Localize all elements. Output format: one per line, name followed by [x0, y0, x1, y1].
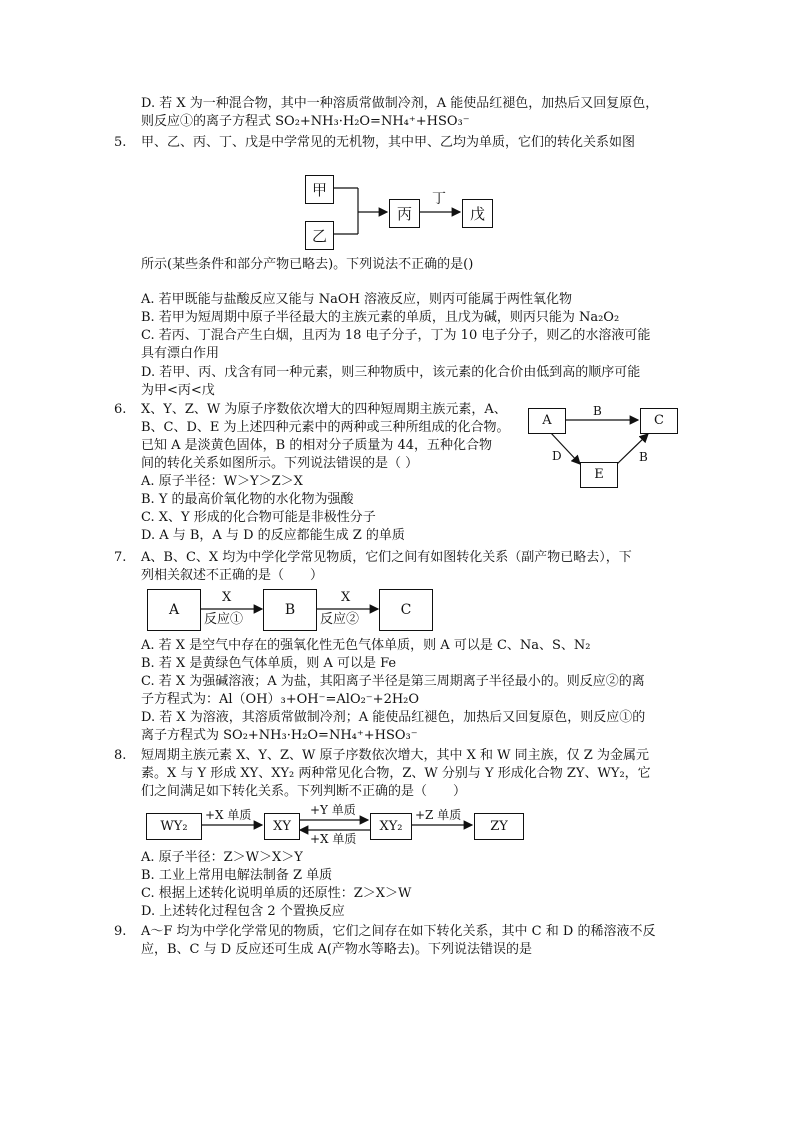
q5-option-a: A. 若甲既能与盐酸反应又能与 NaOH 溶液反应，则丙可能属于两性氧化物 — [141, 292, 573, 307]
q6-label-d: D — [552, 449, 562, 463]
q7-box-b: B — [263, 589, 317, 631]
q6-number: 6. — [114, 402, 127, 417]
q7-option-d-line1: D. 若 X 为溶液，其溶质常做制冷剂；A 能使品红褪色，加热后又回复原色，则反应①的 — [141, 710, 646, 725]
q7-box-a: A — [147, 589, 201, 631]
q5-stem-line2: 所示(某些条件和部分产物已略去)。下列说法不正确的是() — [141, 257, 474, 272]
q8-option-b: B. 工业上常用电解法制备 Z 单质 — [141, 868, 333, 883]
q5-number: 5. — [114, 135, 127, 150]
q7-option-d-line2: 离子方程式为 SO₂+NH₃·H₂O=NH₄⁺+HSO₃⁻ — [141, 728, 418, 743]
q4-option-d-line1: D. 若 X 为一种混合物，其中一种溶质常做制冷剂，A 能使品红褪色，加热后又回复原色， — [141, 96, 659, 111]
q5-option-d-line1: D. 若甲、丙、戊含有同一种元素，则三种物质中，该元素的化合价由低到高的顺序可能 — [141, 365, 641, 380]
q5-arrow-label-ding: 丁 — [432, 191, 446, 207]
q8-stem-line3: 们之间满足如下转化关系。下列判断不正确的是（ ） — [141, 784, 467, 799]
q6-stem-line1: X、Y、Z、W 为原子序数依次增大的四种短周期主族元素，A、 — [141, 402, 507, 417]
q7-label-x2: X — [341, 590, 351, 605]
q5-option-c-line1: C. 若丙、丁混合产生白烟，且丙为 18 电子分子，丁为 10 电子分子，则乙的水溶液可能 — [141, 328, 651, 343]
q7-option-a: A. 若 X 是空气中存在的强氧化性无色气体单质，则 A 可以是 C、Na、S、N₂ — [141, 638, 591, 653]
q8-number: 8. — [114, 748, 127, 763]
q6-option-d: D. A 与 B，A 与 D 的反应都能生成 Z 的单质 — [141, 528, 405, 543]
q8-box-xy2: XY₂ — [370, 813, 412, 840]
q5-stem-line1: 甲、乙、丙、丁、戊是中学常见的无机物，其中甲、乙均为单质，它们的转化关系如图 — [141, 135, 636, 150]
q4-option-d-line2: 则反应①的离子方程式 SO₂+NH₃·H₂O=NH₄⁺+HSO₃⁻ — [141, 114, 470, 129]
q8-box-wy2: WY₂ — [146, 813, 202, 840]
q5-box-bing: 丙 — [389, 199, 420, 228]
q8-label-x-2: +X 单质 — [310, 832, 357, 846]
q5-box-yi: 乙 — [305, 221, 334, 250]
q9-stem-line1: A～F 均为中学化学常见的物质，它们之间存在如下转化关系，其中 C 和 D 的稀溶液不反 — [141, 924, 656, 939]
q8-stem-line2: 素。X 与 Y 形成 XY、XY₂ 两种常见化合物，Z、W 分别与 Y 形成化合物 ZY、WY₂，它 — [141, 766, 651, 781]
q7-option-c-line1: C. 若 X 为强碱溶液；A 为盐，其阳离子半径是第三周期离子半径最小的。则反应②的离 — [141, 674, 645, 689]
q7-label-x1: X — [222, 590, 232, 605]
q8-option-d: D. 上述转化过程包含 2 个置换反应 — [141, 904, 345, 919]
q8-box-zy: ZY — [474, 813, 524, 840]
q8-label-x-1: +X 单质 — [205, 808, 252, 822]
q6-stem-line3: 已知 A 是淡黄色固体，B 的相对分子质量为 44，五种化合物 — [141, 438, 493, 453]
q7-box-c: C — [379, 589, 433, 631]
q8-stem-line1: 短周期主族元素 X、Y、Z、W 原子序数依次增大，其中 X 和 W 同主族，仅 Z 为金属元 — [141, 748, 649, 763]
q6-option-b: B. Y 的最高价氧化物的水化物为强酸 — [141, 492, 354, 507]
q7-label-reaction2: 反应② — [320, 612, 360, 627]
q6-box-e: E — [580, 462, 618, 488]
q7-stem-line1: A、B、C、X 均为中学化学常见物质，它们之间有如图转化关系（副产物已略去），下 — [141, 550, 632, 565]
q5-option-b: B. 若甲为短周期中原子半径最大的主族元素的单质，且戊为碱，则丙只能为 Na₂O₂ — [141, 310, 620, 325]
q6-box-a: A — [528, 408, 566, 434]
q9-number: 9. — [114, 924, 127, 939]
q6-stem-line2: B、C、D、E 为上述四种元素中的两种或三种所组成的化合物。 — [141, 420, 510, 435]
q6-option-c: C. X、Y 形成的化合物可能是非极性分子 — [141, 510, 376, 525]
q7-label-reaction1: 反应① — [204, 612, 244, 627]
q6-option-a: A. 原子半径：W＞Y＞Z＞X — [141, 474, 303, 489]
q9-stem-line2: 应，B、C 与 D 反应还可生成 A(产物水等略去)。下列说法错误的是 — [141, 942, 532, 957]
q7-option-c-line2: 子方程式为：Al（OH）₃+OH⁻=AlO₂⁻+2H₂O — [141, 692, 420, 707]
q7-option-b: B. 若 X 是黄绿色气体单质，则 A 可以是 Fe — [141, 656, 397, 671]
q8-option-c: C. 根据上述转化说明单质的还原性：Z＞X＞W — [141, 886, 412, 901]
q8-box-xy: XY — [264, 813, 300, 840]
q5-option-d-line2: 为甲<丙<戊 — [141, 383, 215, 398]
q8-label-z: +Z 单质 — [415, 808, 462, 822]
q6-box-c: C — [640, 408, 678, 434]
q5-box-jia: 甲 — [305, 175, 334, 204]
q8-option-a: A. 原子半径：Z＞W＞X＞Y — [141, 850, 303, 865]
q5-option-c-line2: 具有漂白作用 — [141, 346, 220, 361]
q5-box-wu: 戊 — [462, 199, 493, 228]
q8-label-y: +Y 单质 — [310, 803, 356, 817]
q6-stem-line4: 间的转化关系如图所示。下列说法错误的是（ ） — [141, 456, 419, 471]
q6-label-b-top: B — [593, 404, 602, 418]
q7-stem-line2: 列相关叙述不正确的是（ ） — [141, 568, 324, 583]
q6-label-b-right: B — [639, 450, 648, 464]
q7-number: 7. — [114, 550, 127, 565]
